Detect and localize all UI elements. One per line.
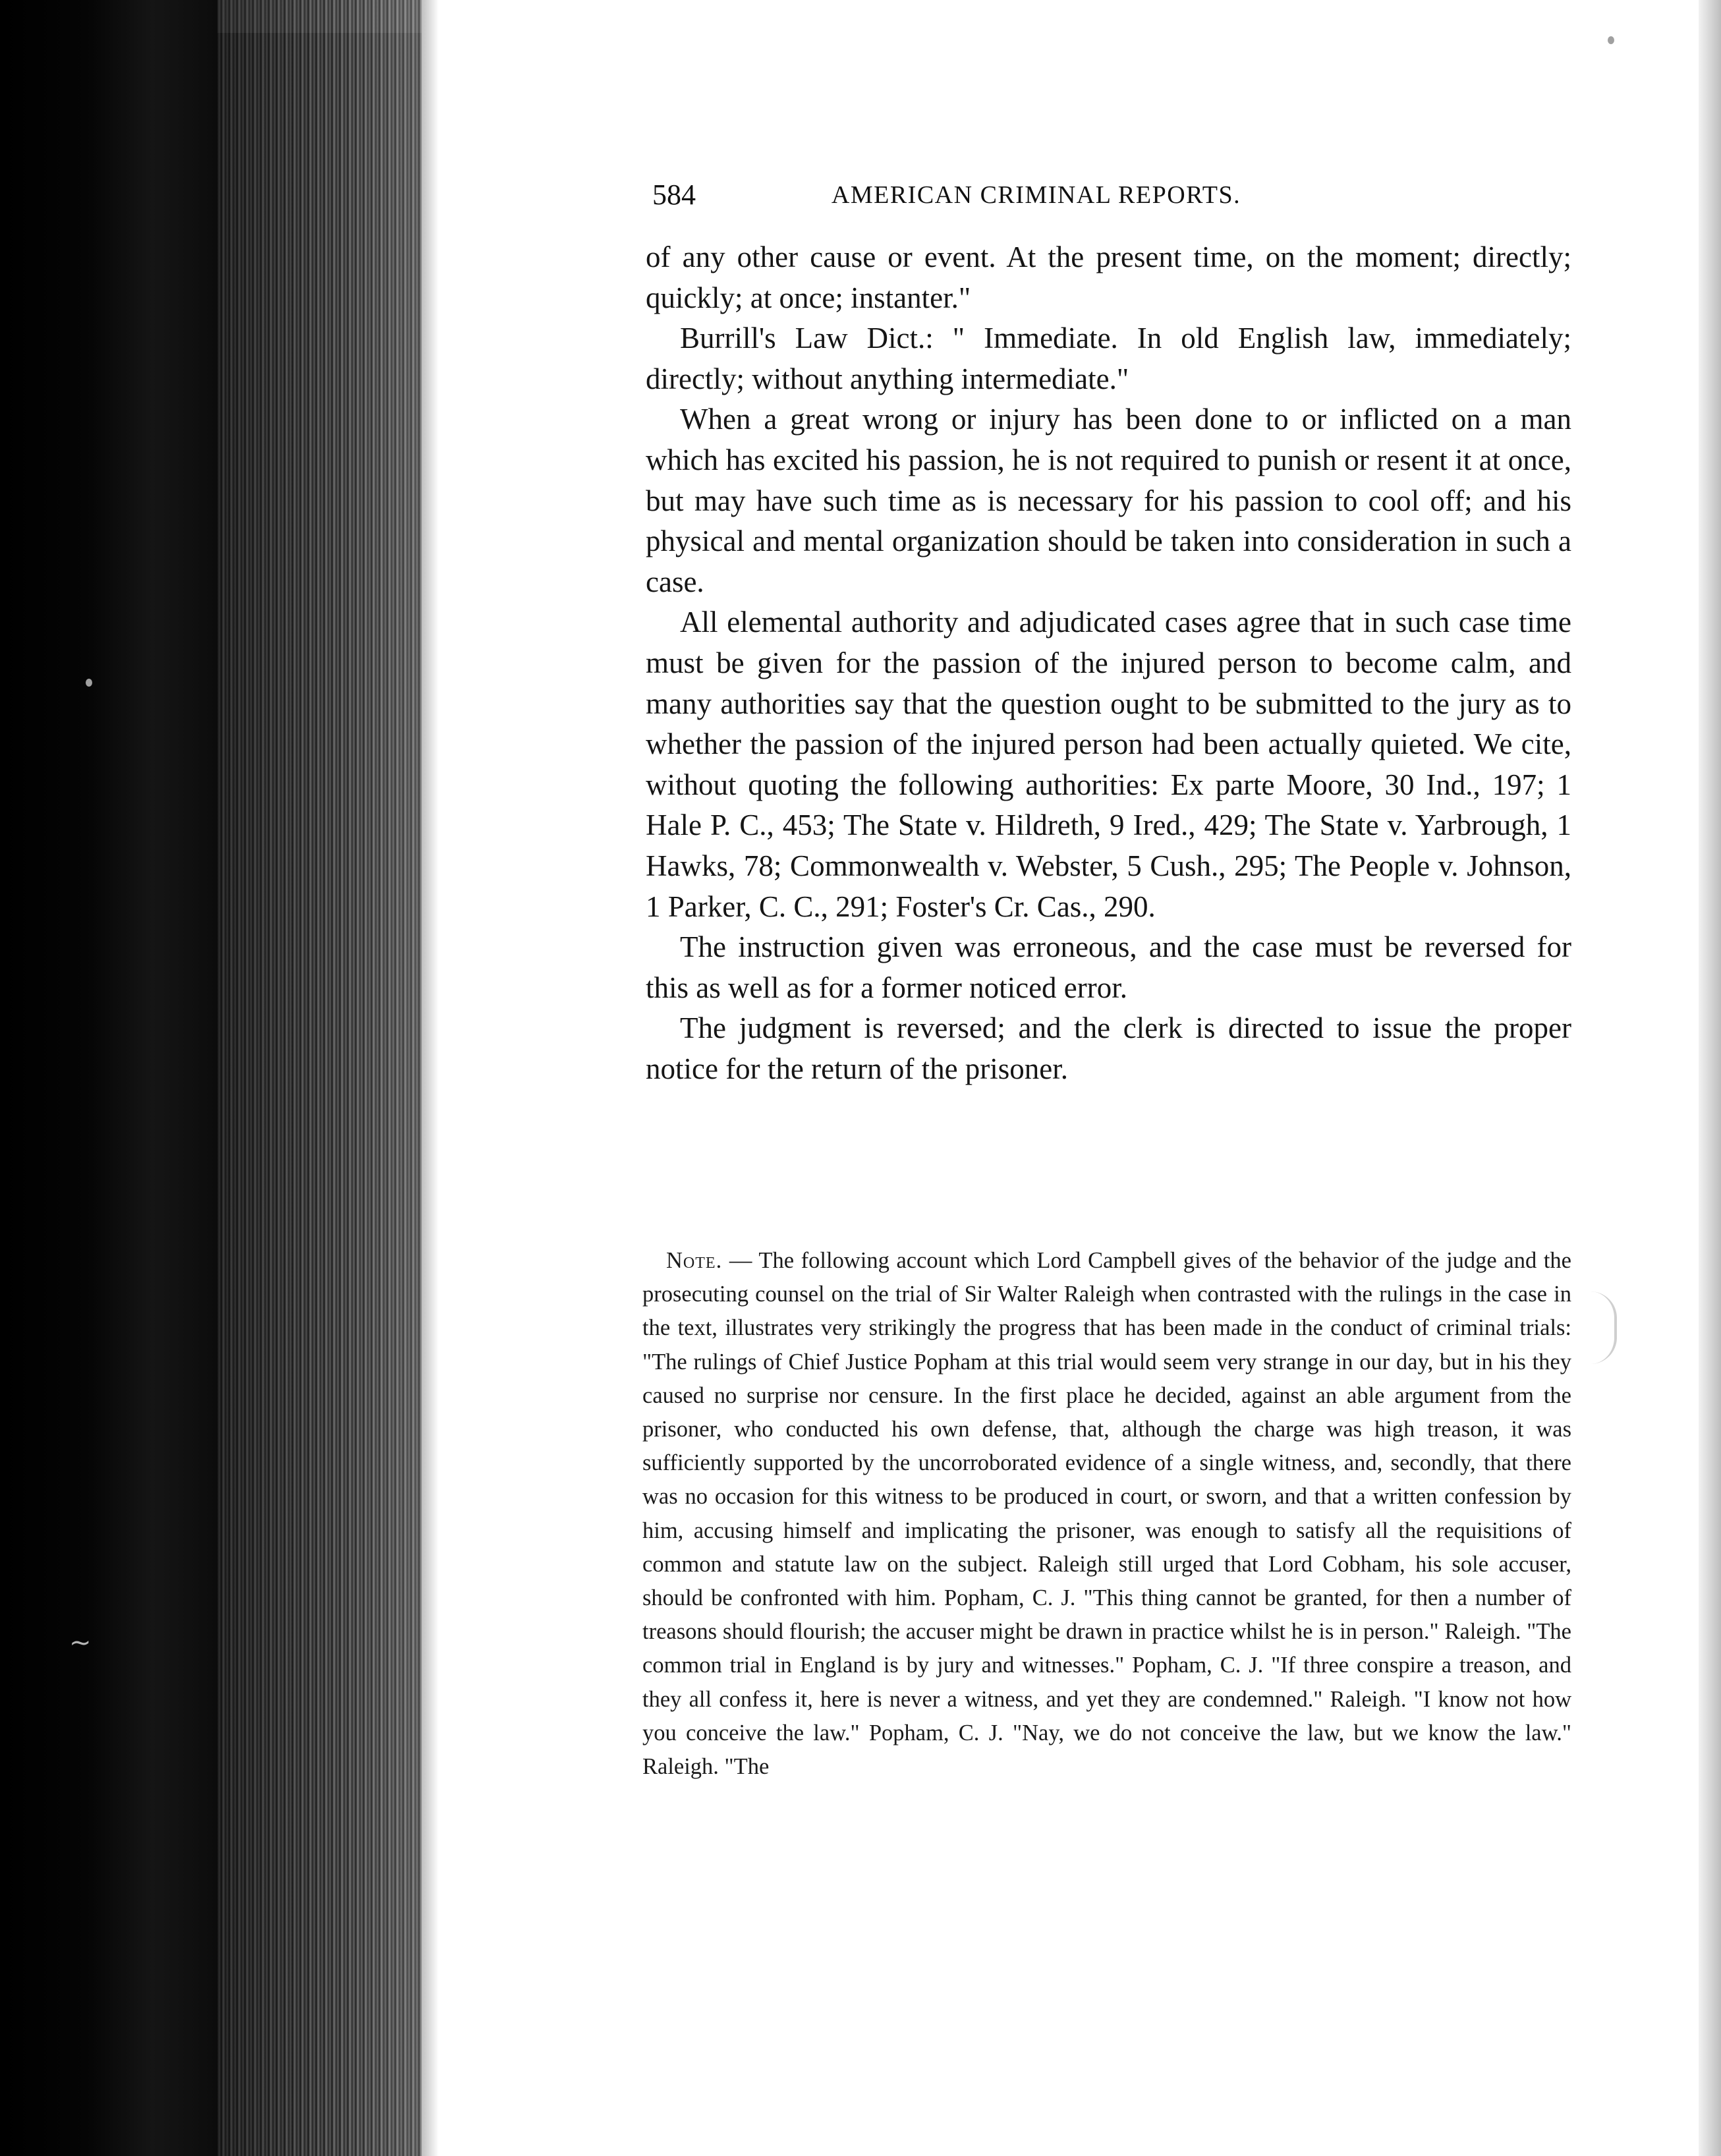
- note-text: The following account which Lord Campbell gives of the behavior of the judge and the prosecuting counsel on the trial of Sir Walter Raleigh when contrasted with the rulings in the case in the text, illustrates very strikingly the progress that has been made in the conduct of criminal trials: "The rulings of Chief Justice Popham at this trial would seem very strange in our day, but in his they caused no surprise nor censure. In the first place he decided, against an able argument from the prisoner, who conducted his own defense, that, although the charge was high treason, it was sufficiently supported by the uncorroborated evidence of a single witness, and, secondly, that there was no occasion for this witness to be produced in court, or sworn, and that a written confession by him, accusing himself and implicating the prisoner, was enough to satisfy all the requisitions of common and statute law on the subject. Raleigh still urged that Lord Cobham, his sole accuser, should be confronted with him. Popham, C. J. "This thing cannot be granted, for then a number of treasons should flourish; the accuser might be drawn in practice whilst he is in person." Raleigh. "The common trial in England is by jury and witnesses." Popham, C. J. "If three conspire a treason, and they all confess it, here is never a witness, and yet they are condemned." Raleigh. "I know not how you conceive the law." Popham, C. J. "Nay, we do not conceive the law, but we know the law." Raleigh. "The: [642, 1248, 1571, 1780]
- page-block-edge: [217, 0, 422, 2156]
- running-head: AMERICAN CRIMINAL REPORTS.: [831, 181, 1241, 209]
- scan-artifact-mark: ~: [69, 1628, 92, 1658]
- note-label: Note.: [666, 1248, 723, 1273]
- page-right-edge: [1699, 0, 1721, 2156]
- paragraph: of any other cause or event. At the present time, on the moment; directly; quickly; at once; instanter.": [646, 241, 1571, 314]
- paragraph: Burrill's Law Dict.: " Immediate. In old English law, immediately; directly; without anything intermediate.": [646, 322, 1571, 395]
- paragraph: When a great wrong or injury has been done to or inflicted on a man which has excited his passion, he is not required to punish or resent it at once, but may have such time as is necessary for his passion to cool off; and his physical and mental organization should be taken into consideration in such a case.: [646, 403, 1571, 598]
- paragraph: The judgment is reversed; and the clerk is directed to issue the proper notice for the return of the prisoner.: [646, 1011, 1571, 1085]
- paragraph: All elemental authority and adjudicated cases agree that in such case time must be given for the passion of the injured person to become calm, and many authorities say that the question ought to be submitted to the jury as to whether the passion of the injured person had been actually quieted. We cite, without quoting the following authorities: Ex parte Moore, 30 Ind., 197; 1 Hale P. C., 453; The State v. Hildreth, 9 Ired., 429; The State v. Yarbrough, 1 Hawks, 78; Commonwealth v. Webster, 5 Cush., 295; The People v. Johnson, 1 Parker, C. C., 291; Foster's Cr. Cas., 290.: [646, 606, 1571, 923]
- scan-speck: [86, 679, 92, 687]
- footnote-paragraph: [642, 1244, 1571, 1784]
- page-number: 584: [652, 179, 696, 211]
- gutter-shadow: [422, 0, 439, 2156]
- book-binding: [0, 0, 217, 2156]
- scan-speck: [1608, 36, 1614, 44]
- paragraph: The instruction given was erroneous, and the case must be reversed for this as well as for a former noticed error.: [646, 930, 1571, 1004]
- note-dash: —: [729, 1248, 759, 1273]
- page-header: [652, 177, 1341, 213]
- main-text: [646, 237, 1571, 1089]
- footnote: [642, 1244, 1571, 1784]
